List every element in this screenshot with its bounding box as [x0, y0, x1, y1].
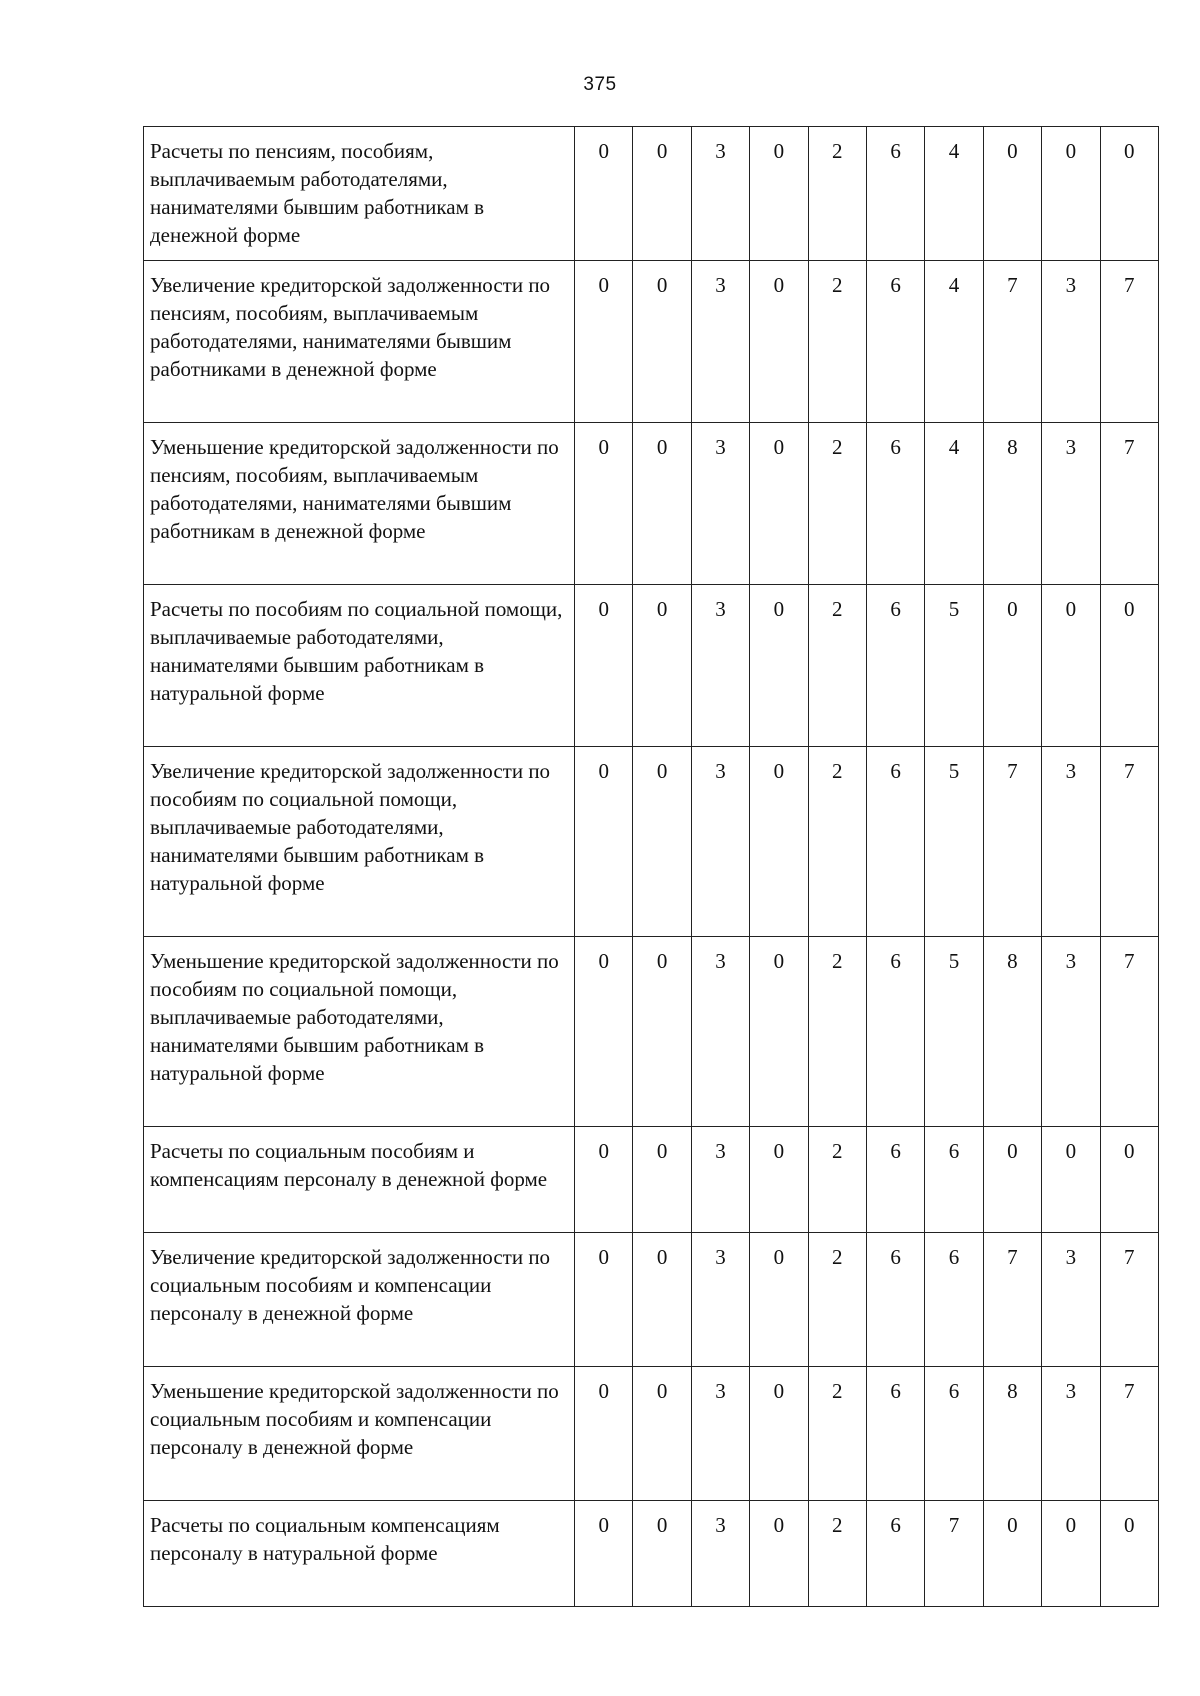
- code-digit-cell: 0: [633, 1233, 691, 1367]
- code-digit-cell: 0: [1100, 127, 1158, 261]
- code-digit-cell: 0: [1100, 1501, 1158, 1607]
- row-description: Увеличение кредиторской задолженности по пособиям по социальной помощи, выплачиваемые работодателями, нанимателями бывшим работникам в натуральной форме: [144, 747, 575, 937]
- code-digit-cell: 7: [983, 1233, 1041, 1367]
- code-digit-cell: 2: [808, 1127, 866, 1233]
- code-digit-cell: 7: [983, 261, 1041, 423]
- row-description: Расчеты по социальным компенсациям персоналу в натуральной форме: [144, 1501, 575, 1607]
- code-digit-cell: 0: [750, 937, 808, 1127]
- code-digit-cell: 4: [925, 423, 983, 585]
- code-digit-cell: 0: [633, 747, 691, 937]
- code-digit-cell: 7: [1100, 1233, 1158, 1367]
- code-digit-cell: 2: [808, 937, 866, 1127]
- code-digit-cell: 8: [983, 937, 1041, 1127]
- row-description: Уменьшение кредиторской задолженности по пособиям по социальной помощи, выплачиваемые работодателями, нанимателями бывшим работникам в натуральной форме: [144, 937, 575, 1127]
- code-digit-cell: 3: [1042, 261, 1100, 423]
- code-digit-cell: 5: [925, 585, 983, 747]
- table-body: [144, 127, 1159, 1607]
- code-digit-cell: 6: [866, 127, 924, 261]
- code-digit-cell: 0: [750, 585, 808, 747]
- row-description: Расчеты по пособиям по социальной помощи, выплачиваемые работодателями, нанимателями бывшим работникам в натуральной форме: [144, 585, 575, 747]
- code-digit-cell: 0: [575, 1501, 633, 1607]
- code-digit-cell: 0: [633, 261, 691, 423]
- code-digit-cell: 0: [575, 423, 633, 585]
- table-row: [144, 1127, 1159, 1233]
- code-digit-cell: 0: [633, 937, 691, 1127]
- code-digit-cell: 0: [633, 127, 691, 261]
- code-digit-cell: 6: [925, 1233, 983, 1367]
- code-digit-cell: 0: [1042, 585, 1100, 747]
- table-row: [144, 423, 1159, 585]
- code-digit-cell: 0: [575, 127, 633, 261]
- table-row: [144, 747, 1159, 937]
- code-digit-cell: 2: [808, 1233, 866, 1367]
- row-description: Увеличение кредиторской задолженности по пенсиям, пособиям, выплачиваемым работодателями, нанимателями бывшим работниками в денежной форме: [144, 261, 575, 423]
- code-digit-cell: 2: [808, 127, 866, 261]
- code-digit-cell: 7: [1100, 261, 1158, 423]
- code-digit-cell: 3: [1042, 1233, 1100, 1367]
- code-digit-cell: 3: [691, 261, 749, 423]
- code-digit-cell: 3: [1042, 423, 1100, 585]
- code-digit-cell: 2: [808, 1501, 866, 1607]
- code-digit-cell: 5: [925, 747, 983, 937]
- table-row: [144, 1501, 1159, 1607]
- code-digit-cell: 4: [925, 261, 983, 423]
- code-digit-cell: 4: [925, 127, 983, 261]
- code-digit-cell: 0: [575, 937, 633, 1127]
- code-digit-cell: 3: [691, 127, 749, 261]
- code-digit-cell: 6: [866, 1127, 924, 1233]
- code-digit-cell: 7: [983, 747, 1041, 937]
- code-digit-cell: 0: [1042, 1501, 1100, 1607]
- code-digit-cell: 3: [691, 1367, 749, 1501]
- code-digit-cell: 0: [750, 1127, 808, 1233]
- code-digit-cell: 0: [1100, 585, 1158, 747]
- code-digit-cell: 2: [808, 585, 866, 747]
- row-description: Расчеты по пенсиям, пособиям, выплачиваемым работодателями, нанимателями бывшим работникам в денежной форме: [144, 127, 575, 261]
- code-digit-cell: 0: [983, 127, 1041, 261]
- row-description: Увеличение кредиторской задолженности по социальным пособиям и компенсации персоналу в денежной форме: [144, 1233, 575, 1367]
- code-digit-cell: 0: [750, 1233, 808, 1367]
- code-digit-cell: 7: [1100, 1367, 1158, 1501]
- code-digit-cell: 3: [691, 1233, 749, 1367]
- code-digit-cell: 0: [1100, 1127, 1158, 1233]
- code-digit-cell: 0: [633, 1501, 691, 1607]
- row-description: Уменьшение кредиторской задолженности по пенсиям, пособиям, выплачиваемым работодателями, нанимателями бывшим работникам в денежной форме: [144, 423, 575, 585]
- code-digit-cell: 0: [983, 585, 1041, 747]
- code-digit-cell: 6: [866, 747, 924, 937]
- code-digit-cell: 6: [866, 585, 924, 747]
- code-digit-cell: 3: [691, 1127, 749, 1233]
- code-digit-cell: 6: [866, 423, 924, 585]
- code-digit-cell: 0: [750, 423, 808, 585]
- code-digit-cell: 8: [983, 423, 1041, 585]
- row-description: Уменьшение кредиторской задолженности по социальным пособиям и компенсации персоналу в денежной форме: [144, 1367, 575, 1501]
- row-description: Расчеты по социальным пособиям и компенсациям персоналу в денежной форме: [144, 1127, 575, 1233]
- code-digit-cell: 0: [750, 1501, 808, 1607]
- code-digit-cell: 0: [750, 261, 808, 423]
- table-row: [144, 261, 1159, 423]
- code-digit-cell: 0: [983, 1127, 1041, 1233]
- page-number: 375: [583, 74, 617, 95]
- code-digit-cell: 6: [925, 1367, 983, 1501]
- code-digit-cell: 3: [691, 747, 749, 937]
- code-digit-cell: 7: [1100, 747, 1158, 937]
- code-digit-cell: 6: [925, 1127, 983, 1233]
- table-row: [144, 127, 1159, 261]
- code-digit-cell: 5: [925, 937, 983, 1127]
- code-digit-cell: 0: [750, 747, 808, 937]
- code-digit-cell: 0: [633, 1367, 691, 1501]
- code-digit-cell: 0: [575, 1367, 633, 1501]
- code-digit-cell: 6: [866, 1501, 924, 1607]
- account-codes-table: [143, 126, 1159, 1607]
- code-digit-cell: 0: [575, 747, 633, 937]
- table-row: [144, 937, 1159, 1127]
- code-digit-cell: 0: [1042, 1127, 1100, 1233]
- code-digit-cell: 3: [1042, 1367, 1100, 1501]
- table-row: [144, 585, 1159, 747]
- table-row: [144, 1367, 1159, 1501]
- code-digit-cell: 6: [866, 1233, 924, 1367]
- code-digit-cell: 7: [1100, 937, 1158, 1127]
- code-digit-cell: 2: [808, 1367, 866, 1501]
- code-digit-cell: 3: [691, 585, 749, 747]
- code-digit-cell: 0: [575, 261, 633, 423]
- code-digit-cell: 3: [1042, 937, 1100, 1127]
- code-digit-cell: 3: [691, 423, 749, 585]
- table-row: [144, 1233, 1159, 1367]
- code-digit-cell: 0: [575, 585, 633, 747]
- code-digit-cell: 0: [750, 127, 808, 261]
- code-digit-cell: 0: [633, 1127, 691, 1233]
- code-digit-cell: 7: [925, 1501, 983, 1607]
- code-digit-cell: 0: [575, 1127, 633, 1233]
- code-digit-cell: 3: [691, 937, 749, 1127]
- code-digit-cell: 8: [983, 1367, 1041, 1501]
- code-digit-cell: 6: [866, 1367, 924, 1501]
- code-digit-cell: 3: [691, 1501, 749, 1607]
- code-digit-cell: 0: [983, 1501, 1041, 1607]
- code-digit-cell: 2: [808, 423, 866, 585]
- code-digit-cell: 0: [575, 1233, 633, 1367]
- code-digit-cell: 0: [750, 1367, 808, 1501]
- code-digit-cell: 2: [808, 747, 866, 937]
- code-digit-cell: 0: [633, 585, 691, 747]
- code-digit-cell: 0: [1042, 127, 1100, 261]
- code-digit-cell: 2: [808, 261, 866, 423]
- code-digit-cell: 6: [866, 261, 924, 423]
- code-digit-cell: 6: [866, 937, 924, 1127]
- code-digit-cell: 3: [1042, 747, 1100, 937]
- code-digit-cell: 7: [1100, 423, 1158, 585]
- code-digit-cell: 0: [633, 423, 691, 585]
